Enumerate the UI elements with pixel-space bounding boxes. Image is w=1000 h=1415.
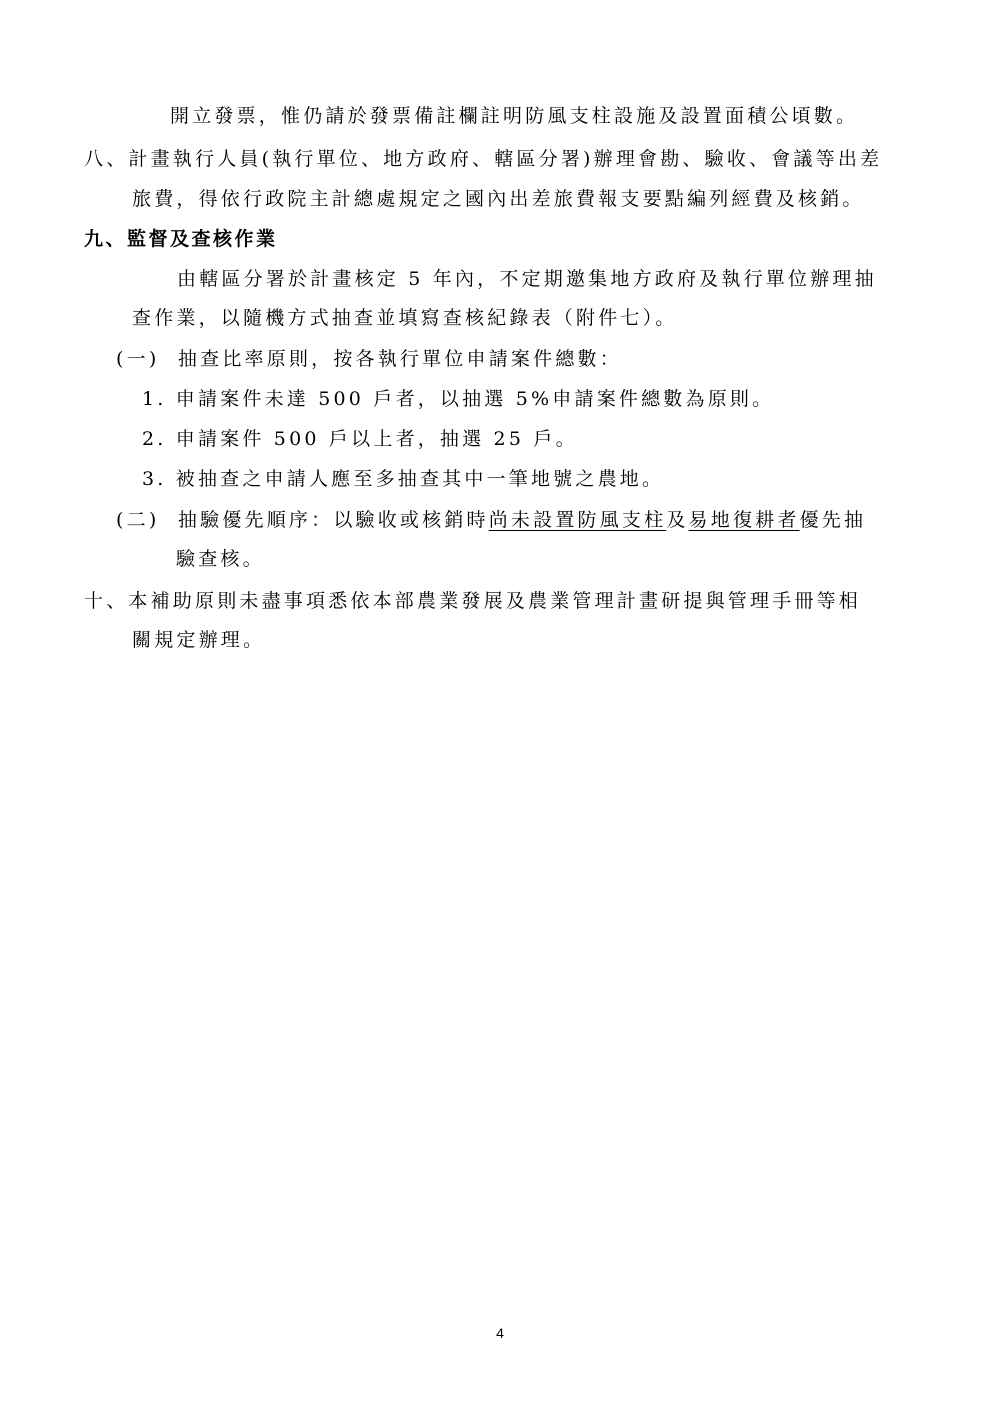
section-8-line-2: 旅費，得依行政院主計總處規定之國內出差旅費報支要點編列經費及核銷。	[132, 188, 865, 210]
item-2-prefix: 抽驗優先順序：以驗收或核銷時	[177, 509, 489, 531]
item-2-underline-1: 尚未設置防風支柱	[488, 509, 667, 531]
item-1-text: 抽查比率原則，按各執行單位申請案件總數：	[177, 348, 622, 370]
sub-item-2: 2. 申請案件 500 戶以上者，抽選 25 戶。	[142, 428, 578, 450]
item-2-connector: 及	[666, 509, 689, 531]
section-10-text-1: 本補助原則未盡事項悉依本部農業發展及農業管理計畫研提與管理手冊等相	[128, 590, 862, 612]
section-10-marker: 十、	[84, 590, 129, 612]
section-9-heading: 九、監督及查核作業	[84, 228, 278, 250]
item-1-marker: (一)	[116, 348, 160, 370]
sub-item-1: 1. 申請案件未達 500 戶者，以抽選 5%申請案件總數為原則。	[142, 388, 775, 410]
continuation-line: 開立發票，惟仍請於發票備註欄註明防風支柱設施及設置面積公頃數。	[170, 105, 859, 127]
page-number: 4	[496, 1325, 504, 1341]
section-9-item-1	[116, 346, 622, 372]
section-10-line-1	[84, 588, 861, 614]
item-2-suffix: 優先抽	[799, 509, 867, 531]
section-10-line-2: 關規定辦理。	[132, 629, 266, 651]
sub-item-3: 3. 被抽查之申請人應至多抽查其中一筆地號之農地。	[142, 468, 665, 490]
section-9-item-2-line-2: 驗查核。	[176, 548, 265, 570]
section-8-line-1	[84, 146, 882, 172]
section-8-marker: 八、	[84, 148, 129, 170]
item-2-underline-2: 易地復耕者	[688, 509, 800, 531]
item-2-marker: (二)	[116, 509, 160, 531]
section-9-intro-line-1: 由轄區分署於計畫核定 5 年內，不定期邀集地方政府及執行單位辦理抽	[177, 268, 877, 290]
section-8-text-1: 計畫執行人員(執行單位、地方政府、轄區分署)辦理會勘、驗收、會議等出差	[128, 148, 883, 170]
section-9-intro-line-2: 查作業，以隨機方式抽查並填寫查核紀錄表（附件七）。	[132, 307, 678, 329]
section-9-item-2	[116, 507, 866, 533]
